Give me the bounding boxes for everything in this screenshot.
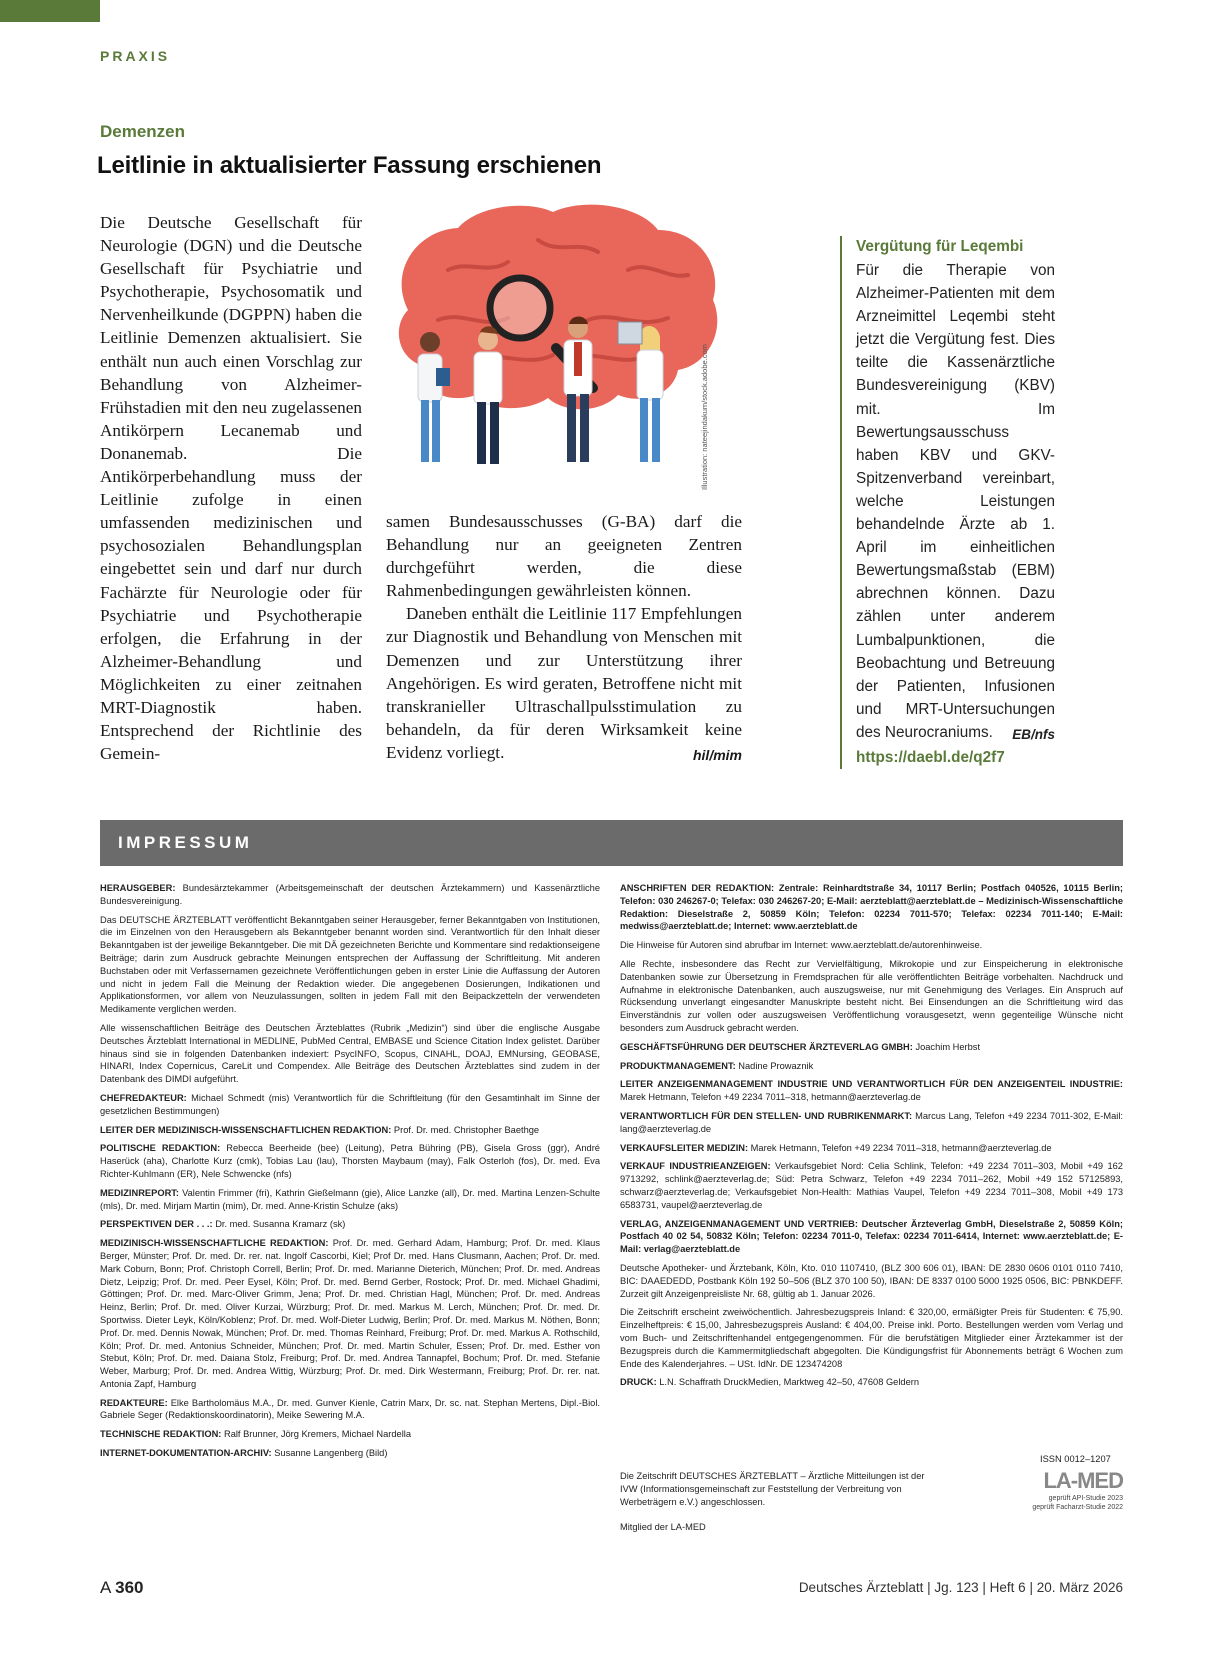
impressum-text: Dr. med. Susanna Kramarz (sk) <box>212 1219 346 1230</box>
impressum-label: ANSCHRIFTEN DER REDAKTION: Zentrale: Reinhardtstraße 34, 10117 Berlin; Postfach 040526, 10115 Berlin; Telefon: 030 246267-0; Telefax: 030 246267-20; E-Mail: aerzteblatt@aerzteblatt.de – Medizinisch-Wissenschaftliche Redaktion: Dieselstraße 2, 50859 Köln; Telefon: 02234 7011-570; Telefax: 02234 7011-140; E-Mail: medwiss@aerzteblatt.de; Internet: www.aerzteblatt.de <box>620 883 1123 932</box>
image-credit: Illustration: nateejindakum/stock.adobe.com <box>700 344 709 490</box>
lamed-member: Mitglied der LA-MED <box>620 1522 706 1532</box>
impressum-label: PRODUKTMANAGEMENT: <box>620 1060 736 1071</box>
impressum-label: GESCHÄFTSFÜHRUNG DER DEUTSCHER ÄRZTEVERLAG GMBH: <box>620 1041 913 1052</box>
impressum-text: Elke Bartholomäus M.A., Dr. med. Gunver Kienle, Catrin Marx, Dr. sc. nat. Stephan Mertens, Dipl.-Biol. Gabriele Seger (Redaktionskoordinatorin), Meike Sewering M.A. <box>100 1397 600 1421</box>
impressum-entry <box>620 958 1123 1035</box>
impressum-label: VERANTWORTLICH FÜR DEN STELLEN- UND RUBRIKENMARKT: <box>620 1110 913 1121</box>
impressum-text: Joachim Herbst <box>912 1041 981 1052</box>
impressum-header-bar <box>100 820 1123 866</box>
article-column-1 <box>100 211 362 765</box>
sidebar-signature: EB/nfs <box>1012 726 1055 742</box>
impressum-label: MEDIZINISCH-WISSENSCHAFTLICHE REDAKTION: <box>100 1238 329 1249</box>
article-paragraph: samen Bundesausschusses (G-BA) darf die Behandlung nur an geeigneten Zentren durchgeführt werden, die diese Rahmenbedingungen gewährleisten können. <box>386 512 742 601</box>
impressum-entry <box>620 1142 1123 1155</box>
impressum-text: Prof. Dr. med. Gerhard Adam, Hamburg; Prof. Dr. med. Klaus Berger, Münster; Prof. Dr. med. Dr. rer. nat. Ingolf Cascorbi, Kiel; Prof Dr. med. Hans Clusmann, Aachen; Prof. Dr. med. Mark Coburn, Bonn; Prof. Christoph Correll, Berlin; Prof. Dr. med. Marianne Dieterich, München; Prof. Dr. med. Andreas Dietz, Leipzig; Prof. Dr. med. Peer Eysel, Köln; Prof. Dr. med. Bernd Gerber, Rostock; Prof. Dr. med. Michael Ghadimi, Göttingen; Prof. Dr. med. Marc-Oliver Grimm, Jena; Prof. Dr. med. Christian Hagl, München; Prof. Dr. med. Andreas Heinz, Berlin; Prof. Dr. med. Oliver Kurzai, Würzburg; Prof. Dr. med. Markus M. Lerch, München; Prof. Dr. med. Dr. Sportwiss. Dieter Leyk, Köln/Koblenz; Prof. Dr. med. Wolf-Dieter Ludwig, Berlin; Prof. Dr. med. Markus M. Nöthen, Bonn; Prof. Dr. med. Dennis Nowak, München; Prof. Dr. med. Thomas Reinhard, Freiburg; Prof. Dr. med. Markus A. Rothschild, Köln; Prof. Dr. med. Antonius Schneider, München; Prof. Dr. med. Martin Schuler, Essen; Prof. Dr. med. Esther von Stebut, Köln; Prof. Dr. med. Daiana Stolz, Freiburg; Prof. Dr. med. Andrea Tannapfel, Bochum; Prof. Dr. med. Stefanie Weber, Marburg; Prof. Dr. med. Andrea Wittig, Würzburg; Prof. Dr. med. Dirk Westermann, Freiburg; Prof. Dr. rer. nat. Antonia Zapf, Hamburg <box>100 1238 600 1389</box>
impressum-entry <box>100 914 600 1016</box>
impressum-text: Susanne Langenberg (Bild) <box>271 1448 388 1459</box>
impressum-entry <box>620 1041 1123 1054</box>
impressum-label: VERKAUFSLEITER MEDIZIN: <box>620 1142 749 1153</box>
impressum-text: Alle wissenschaftlichen Beiträge des Deutschen Ärzteblattes (Rubrik „Medizin“) sind über die englische Ausgabe Deutsches Ärzteblatt International in MEDLINE, PubMed Central, EMBASE und Science Citation Index gelistet. Darüber hinaus sind sie in folgenden Datenbanken indexiert: PsycINFO, Scopus, CINAHL, DOAJ, EMNursing, GEOBASE, HINARI, Index Copernicus, CareLit und Compendex. Alle Beiträge des Deutschen Ärzteblattes sind zudem in der Datenbank des DIMDI aufgeführt. <box>100 1022 600 1085</box>
section-label: PRAXIS <box>100 48 171 64</box>
magnifier-lens <box>490 278 550 338</box>
impressum-label: VERLAG, ANZEIGENMANAGEMENT UND VERTRIEB: Deutscher Ärzteverlag GmbH, Dieselstraße 2, 50859 Köln; Postfach 40 02 54, 50832 Köln; Telefon: 02234 7011-0, Telefax: 02234 7011-6414, Internet: www.aerzteblatt.de; E-Mail: verlag@aerzteblatt.de <box>620 1218 1123 1255</box>
impressum-label: MEDIZINREPORT: <box>100 1187 180 1198</box>
impressum-entry <box>100 1187 600 1213</box>
impressum-entry <box>100 1237 600 1391</box>
sidebar-link[interactable]: https://daebl.de/q2f7 <box>856 748 1005 766</box>
impressum-entry <box>100 1397 600 1423</box>
sidebar-title: Vergütung für Leqembi <box>856 238 1024 255</box>
impressum-entry <box>620 882 1123 933</box>
brain-illustration <box>388 200 728 490</box>
impressum-text: Bundesärztekammer (Arbeitsgemeinschaft der deutschen Ärztekammern) und Kassenärztliche Bundesvereinigung. <box>100 883 600 906</box>
article-signature: hil/mim <box>692 746 742 763</box>
impressum-entry <box>100 1428 600 1441</box>
impressum-label: CHEFREDAKTEUR: <box>100 1092 187 1103</box>
impressum-text: Prof. Dr. med. Christopher Baethge <box>391 1124 540 1135</box>
article-kicker: Demenzen <box>100 122 186 141</box>
impressum-entry <box>100 1447 600 1460</box>
article-column-2 <box>386 510 742 767</box>
article-paragraph: Die Deutsche Gesellschaft für Neurologie (DGN) und die Deutsche Gesellschaft für Psychiatrie und Psychotherapie, Psychosomatik und Nervenheilkunde (DGPPN) haben die Leitlinie Demenzen aktualisiert. Sie enthält nun auch einen Vorschlag zur Behandlung von Alzheimer-Frühstadien mit den neu zugelassenen Antikörpern Lecanemab und Donanemab. Die Antikörperbehandlung muss der Leitlinie zufolge in einen umfassenden medizinischen und psychosozialen Behandlungsplan eingebettet sein und darf nur durch Fachärzte für Neurologie oder für Psychiatrie und Psychotherapie erfolgen, die Erfahrung in der Alzheimer-Behandlung und Möglichkeiten zu einer zeitnahen MRT-Diagnostik haben. Entsprechend der Richtlinie des Gemein- <box>100 213 362 764</box>
impressum-text: Valentin Frimmer (fri), Kathrin Gießelmann (gie), Alice Lanzke (all), Dr. med. Martina Lenzen-Schulte (mls), Dr. med. Mirjam Martin (mim), Dr. med. Anne-Kristin Schulze (aks) <box>100 1187 600 1211</box>
article-headline: Leitlinie in aktualisierter Fassung erschienen <box>97 152 602 179</box>
impressum-entry <box>100 1142 600 1180</box>
impressum-text: Marek Hetmann, Telefon +49 2234 7011–318, hetmann@aerzteverlag.de <box>620 1092 921 1103</box>
impressum-entry <box>100 882 600 908</box>
impressum-label: DRUCK: <box>620 1377 657 1388</box>
top-accent-bar <box>0 0 100 22</box>
impressum-text: Das DEUTSCHE ÄRZTEBLATT veröffentlicht Bekanntgaben seiner Herausgeber, ferner Bekanntgaben von Institutionen, die im Einzelnen von den Herausgebern als Bekanntgeber benannt worden sind. Verantwortlich für den Inhalt dieser Bekanntgaben ist der jeweilige Bekanntgeber. Die mit DÄ gezeichneten Berichte und Kommentare sind redaktionseigene Beiträge; darin zum Ausdruck gebrachte Meinungen entsprechen der Auffassung der Schriftleitung. Mit anderen Buchstaben oder mit Verfassernamen gezeichnete Veröffentlichungen geben in erster Linie die Auffassung der Autoren und nicht in jedem Fall die Meinung der Redaktion wieder. Die angegebenen Dosierungen, Indikationen und Applikationsformen, vor allem von Neuzulassungen, sollten in jedem Fall mit den Beipackzetteln der verwendeten Medikamente verglichen werden. <box>100 914 600 1015</box>
impressum-entry <box>620 1218 1123 1256</box>
ivw-statement: Die Zeitschrift DEUTSCHES ÄRZTEBLATT – Ärztliche Mitteilungen ist der IVW (Informationsgemeinschaft zur Feststellung der Verbreitung von Werbeträgern e.V.) angeschlossen. <box>620 1471 925 1507</box>
impressum-label: VERKAUF INDUSTRIEANZEIGEN: <box>620 1161 771 1172</box>
impressum-entry <box>620 1306 1123 1370</box>
impressum-text: Ralf Brunner, Jörg Kremers, Michael Nardella <box>221 1429 412 1440</box>
issn: ISSN 0012–1207 <box>1040 1454 1111 1464</box>
impressum-entry <box>620 1160 1123 1211</box>
impressum-entry <box>100 1124 600 1137</box>
impressum-text: Nadine Prowaznik <box>735 1060 814 1071</box>
impressum-text: Alle Rechte, insbesondere das Recht zur Vervielfältigung, Mikrokopie und zur Einspeicherung in elektronische Datenbanken sowie zur Übersetzung in Fremdsprachen für alle veröffentlichten Beiträge vorbehalten. Nachdruck und Aufnahme in elektronische Datenbanken, auch auszugsweise, nur mit Genehmigung des Verlages. Ein Anspruch auf Rücksendung unverlangt eingesandter Manuskripte besteht nicht. Bei Einsendungen an die Schriftleitung wird das Einverständnis zur vollen oder auszugsweisen Veröffentlichung vorausgesetzt, wenn gegenteilige Wünsche nicht besonders zum Ausdruck gebracht werden. <box>620 958 1123 1033</box>
impressum-text: Marcus Lang, Telefon +49 2234 7011-302, E-Mail: lang@aerzteverlag.de <box>620 1110 1123 1134</box>
impressum-text: Die Hinweise für Autoren sind abrufbar im Internet: www.aerzteblatt.de/autorenhinweise. <box>620 940 983 951</box>
impressum-label: PERSPEKTIVEN DER . . .: <box>100 1219 213 1230</box>
impressum-left-column <box>100 882 600 1466</box>
impressum-label: LEITER ANZEIGENMANAGEMENT INDUSTRIE UND VERANTWORTLICH FÜR DEN ANZEIGENTEIL INDUSTRIE: <box>620 1079 1123 1090</box>
impressum-label: POLITISCHE REDAKTION: <box>100 1143 221 1154</box>
lamed-line-1: geprüft API-Studie 2023 <box>1048 1495 1123 1502</box>
impressum-title: IMPRESSUM <box>118 833 253 852</box>
impressum-label: LEITER DER MEDIZINISCH-WISSENSCHAFTLICHEN REDAKTION: <box>100 1124 392 1135</box>
impressum-right-column <box>620 882 1123 1395</box>
page-number: A 360 <box>100 1578 144 1597</box>
journal-citation: Deutsches Ärzteblatt | Jg. 123 | Heft 6 | 20. März 2026 <box>798 1580 1123 1595</box>
impressum-entry <box>100 1218 600 1231</box>
impressum-label: HERAUSGEBER: <box>100 883 176 893</box>
impressum-entry <box>100 1092 600 1118</box>
impressum-label: TECHNISCHE REDAKTION: <box>100 1429 222 1440</box>
impressum-text: L.N. Schaffrath DruckMedien, Marktweg 42–50, 47608 Geldern <box>656 1377 920 1388</box>
impressum-text: Deutsche Apotheker- und Ärztebank, Köln, Kto. 010 1107410, (BLZ 300 606 01), IBAN: DE 2830 0606 0101 0110 7410, BIC: DAAEDEDD, Postbank Köln 192 50–506 (BLZ 370 100 50), IBAN: DE 8337 0100 5000 1925 0506, BIC: PBNKDEFF. Zurzeit gilt Anzeigenpreisliste Nr. 68, gültig ab 1. Januar 2026. <box>620 1262 1123 1299</box>
lamed-badge <box>1000 1468 1123 1512</box>
sidebar-box <box>840 236 1055 769</box>
impressum-entry <box>620 1376 1123 1389</box>
impressum-entry <box>620 1110 1123 1136</box>
impressum-text: Die Zeitschrift erscheint zweiwöchentlich. Jahresbezugspreis Inland: € 320,00, ermäßigter Preis für Studenten: € 75,90. Einzelheftpreis: € 15,00, Jahresbezugspreis Ausland: € 404,00. Preise inkl. Porto. Bestellungen werden vom Verlag und vom Buch- und Zeitschriftenhandel entgegengenommen. Für die berufstätigen Mitglieder einer Ärztekammer ist der Bezugspreis durch die Kammermitgliedschaft abgegolten. Die Kündigungsfrist für Abonnements beträgt 6 Wochen zum Ende des Kalenderjahres. – USt. IdNr. DE 123474208 <box>620 1307 1123 1369</box>
impressum-text: Michael Schmedt (mis) Verantwortlich für die Schriftleitung (für den Gesamtinhalt im Sinne der gesetzlichen Bestimmungen) <box>100 1092 600 1116</box>
impressum-text: Marek Hetmann, Telefon +49 2234 7011–318, hetmann@aerzteverlag.de <box>748 1142 1052 1153</box>
impressum-label: INTERNET-DOKUMENTATION-ARCHIV: <box>100 1448 272 1459</box>
impressum-entry <box>620 1060 1123 1073</box>
impressum-text: Rebecca Beerheide (bee) (Leitung), Petra Bühring (PB), Gisela Gross (ggr), André Haserück (aha), Charlotte Kurz (cmk), Tobias Lau (lau), Thorsten Maybaum (may), Falk Osterloh (fos), Dr. med. Eva Richter-Kuhlmann (ER), Nele Schwencke (nfs) <box>100 1143 600 1179</box>
impressum-entry <box>100 1022 600 1086</box>
impressum-entry <box>620 939 1123 952</box>
article-paragraph: Daneben enthält die Leitlinie 117 Empfehlungen zur Diagnostik und Behandlung von Menschen mit Demenzen und zur Unterstützung ihrer Angehörigen. Es wird geraten, Betroffene nicht mit transkranieller Ultraschallpulsstimulation zu behandeln, da für deren Wirksamkeit keine Evidenz vorliegt. hil/mim <box>386 602 742 764</box>
impressum-text: Verkaufsgebiet Nord: Celia Schlink, Telefon: +49 2234 7011–303, Mobil +49 162 9713292, schlink@aerzteverlag.de; Süd: Petra Schwarz, Telefon +49 2234 7011–262, Mobil +49 152 57125893, schwarz@aerzteverlag.de; Verkaufsgebiet Non-Health: Mathias Vaupel, Telefon +49 2234 7011–308, Mobil +49 173 6583731, vaupel@aerzteverlag.de <box>620 1161 1123 1210</box>
lamed-logo: LA-MED <box>1043 1468 1123 1493</box>
sidebar-text: Für die Therapie von Alzheimer-Patienten mit dem Arzneimittel Leqembi steht jetzt die Vergütung fest. Dies teilte die Kassenärztliche Bundesvereinigung (KBV) mit. Im Bewertungsausschuss haben KBV und GKV-Spitzenverband vereinbart, welche Leistungen behandelnde Ärzte ab 1. April im einheitlichen Bewertungsmaßstab (EBM) abrechnen können. Dazu zählen unter anderem Lumbalpunktionen, die Beobachtung und Betreuung der Patienten, Infusionen und MRT-Untersuchungen des Neurocraniums. EB/nfs <box>856 259 1055 744</box>
impressum-entry <box>620 1262 1123 1300</box>
lamed-line-2: geprüft Facharzt-Studie 2022 <box>1032 1504 1123 1511</box>
impressum-entry <box>620 1078 1123 1104</box>
impressum-label: REDAKTEURE: <box>100 1397 168 1408</box>
